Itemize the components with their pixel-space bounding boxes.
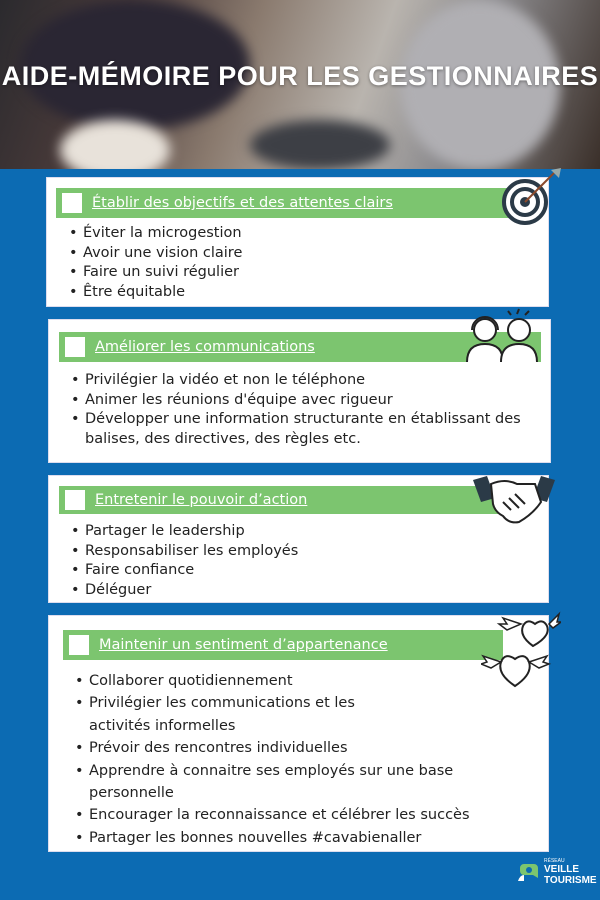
section-heading: Améliorer les communications <box>95 339 315 355</box>
target-icon <box>499 168 563 228</box>
list-item: • Collaborer quotidiennement <box>73 670 513 692</box>
section-header <box>59 486 511 514</box>
list-item: • Partager le leadership <box>69 522 298 542</box>
section-heading: Entretenir le pouvoir d’action <box>95 492 308 508</box>
list-item: • Animer les réunions d'équipe avec rigueur <box>69 391 539 411</box>
page-title: AIDE-MÉMOIRE POUR LES GESTIONNAIRES <box>1 61 599 91</box>
logo-mark-icon <box>518 861 540 883</box>
item-list <box>69 522 298 600</box>
checkbox[interactable] <box>65 490 85 510</box>
section-header <box>63 630 503 660</box>
list-item: • Éviter la microgestion <box>67 224 242 244</box>
list-item: • Déléguer <box>69 581 298 601</box>
people-headset-icon <box>461 308 545 364</box>
list-item: • Prévoir des rencontres individuelles <box>73 737 513 759</box>
section-header <box>56 188 528 218</box>
section-heading: Maintenir un sentiment d’appartenance <box>99 637 388 653</box>
handshake-icon <box>469 472 559 526</box>
checkbox[interactable] <box>65 337 85 357</box>
section-card-objectives <box>46 177 549 307</box>
logo-line1: VEILLE <box>544 864 580 875</box>
list-item: • Privilégier les communications et les activités informelles <box>73 692 403 737</box>
section-heading: Établir des objectifs et des attentes clairs <box>92 195 393 211</box>
list-item: • Partager les bonnes nouvelles #cavabienaller <box>73 827 513 849</box>
list-item: • Avoir une vision claire <box>67 244 242 264</box>
list-item: • Privilégier la vidéo et non le téléphone <box>69 371 539 391</box>
list-item: • Faire un suivi régulier <box>67 263 242 283</box>
item-list <box>67 224 242 302</box>
list-item: • Être équitable <box>67 283 242 303</box>
checkbox[interactable] <box>69 635 89 655</box>
item-list <box>69 371 539 449</box>
list-item: • Apprendre à connaitre ses employés sur une base personnelle <box>73 760 493 805</box>
section-card-empowerment <box>48 475 549 603</box>
checkbox[interactable] <box>62 193 82 213</box>
logo-small-text: RÉSEAU <box>544 858 565 864</box>
list-item: • Faire confiance <box>69 561 298 581</box>
logo-line2: TOURISME <box>544 875 597 886</box>
header-photo <box>0 0 600 169</box>
item-list <box>73 670 513 849</box>
list-item: • Responsabiliser les employés <box>69 542 298 562</box>
section-card-communications <box>48 319 551 463</box>
list-item: • Encourager la reconnaissance et célébrer les succès <box>73 804 513 826</box>
section-card-belonging <box>48 615 549 852</box>
veille-tourisme-logo <box>518 858 597 886</box>
list-item: • Développer une information structurante en établissant des balises, des directives, des règles etc. <box>69 410 539 449</box>
